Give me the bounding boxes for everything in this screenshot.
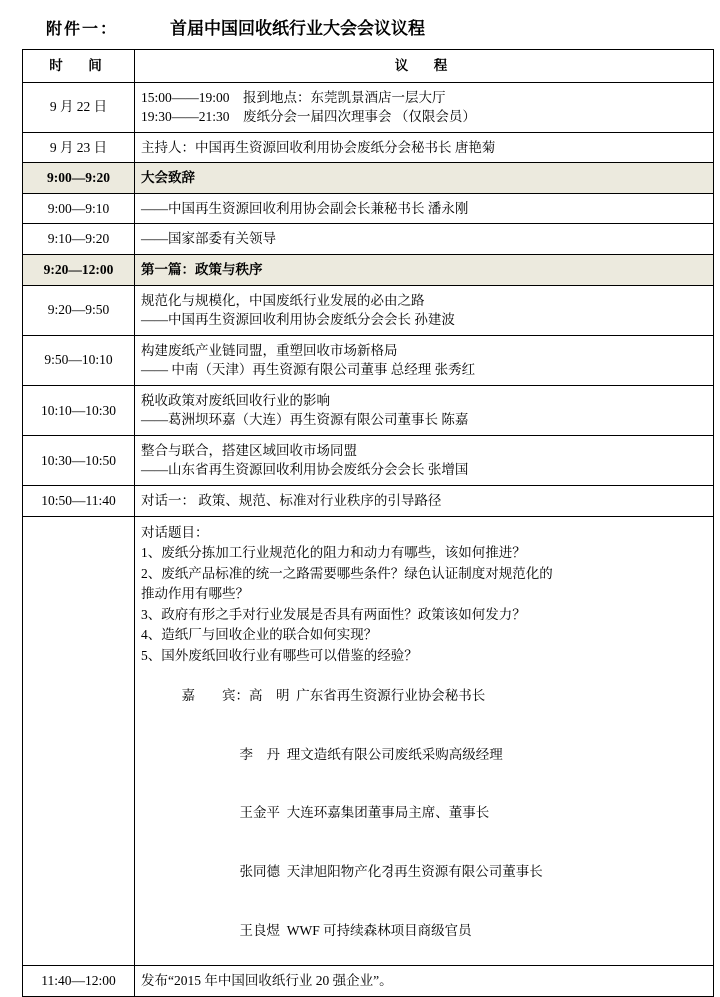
guest-name: 高 明: [249, 688, 290, 704]
row-line: ——山东省再生资源回收利用协会废纸分会会长 张增国: [141, 462, 469, 478]
row-time: 9:00—9:10: [23, 193, 135, 224]
table-row: [23, 285, 714, 335]
header-agenda: 议 程: [135, 50, 714, 83]
guest-affiliation: WWF 可持续森林项目商级官员: [286, 922, 472, 938]
row-content: 发布“2015 年中国回收纸行业 20 强企业”。: [135, 965, 714, 996]
row-time: 9:20—9:50: [23, 285, 135, 335]
table-row-section: [23, 254, 714, 285]
row-time: 11:40—12:00: [23, 965, 135, 996]
row-time: 9:10—9:20: [23, 224, 135, 255]
table-row: [23, 486, 714, 517]
guest-row: [141, 667, 707, 726]
page-title: 首届中国回收纸行业大会会议议程: [170, 19, 426, 38]
guest-affiliation: 广东省再生资源行业协会秘书长: [296, 688, 486, 704]
table-row-dialogue: [23, 516, 714, 965]
row-time: 9 月 23 日: [23, 132, 135, 163]
dialogue-question: 5、国外废纸回收行业有哪些可以借鉴的经验？: [141, 647, 418, 663]
guest-label: 嘉 宾：: [181, 688, 249, 704]
table-header-row: [23, 50, 714, 83]
row-line: —— 中南（天津）再生资源有限公司董事 总经理 张秀红: [141, 362, 476, 378]
row-content: 第一篇：政策与秩序: [135, 254, 714, 285]
dialogue-content: [135, 516, 714, 965]
header-time: 时 间: [23, 50, 135, 83]
row-content: [135, 335, 714, 385]
row-content: [135, 435, 714, 485]
dialogue-question: 2、废纸产品标准的统一之路需要哪些条件？绿色认证制度对规范化的: [141, 565, 553, 581]
row-line: 19:30——21:30 废纸分会一届四次理事会 （仅限会员）: [141, 109, 476, 125]
dialogue-question: 1、废纸分拣加工行业规范化的阻力和动力有哪些，该如何推进？: [141, 545, 526, 561]
row-time: 10:30—10:50: [23, 435, 135, 485]
guest-affiliation: 天津旭阳物产化경再生资源有限公司董事长: [286, 864, 543, 880]
dialogue-question: 4、造纸厂与回收企业的联合如何实现？: [141, 627, 378, 643]
row-content: ——国家部委有关领导: [135, 224, 714, 255]
guest-name: 张同德: [239, 864, 280, 880]
table-row-section: [23, 163, 714, 194]
row-time: 9:20—12:00: [23, 254, 135, 285]
row-content: [135, 385, 714, 435]
table-row: [23, 132, 714, 163]
document-header: [0, 0, 720, 49]
guest-affiliation: 大连环嘉集团董事局主席、董事长: [286, 805, 490, 821]
dialogue-heading: 对话题目：: [141, 524, 209, 540]
table-row: [23, 82, 714, 132]
attachment-label: 附件一：: [46, 21, 119, 38]
table-row: [23, 385, 714, 435]
row-line: ——葛洲坝环嘉（大连）再生资源有限公司董事长 陈嘉: [141, 412, 469, 428]
row-line: 构建废纸产业链同盟，重塑回收市场新格局: [141, 342, 398, 358]
agenda-table-body: [23, 50, 714, 997]
row-line: 规范化与规模化，中国废纸行业发展的必由之路: [141, 292, 425, 308]
row-line: 整合与联合，搭建区域回收市场同盟: [141, 442, 357, 458]
table-row: [23, 435, 714, 485]
row-content: ——中国再生资源回收利用协会副会长兼秘书长 潘永刚: [135, 193, 714, 224]
guest-row: [141, 901, 707, 960]
row-line: 主持人：中国再生资源回收利用协会废纸分会秘书长 唐艳菊: [141, 139, 496, 155]
row-time: 9:50—10:10: [23, 335, 135, 385]
guest-row: [141, 784, 707, 843]
guest-name: 王金平: [239, 805, 280, 821]
dialogue-question: 推动作用有哪些？: [141, 586, 249, 602]
guest-row: [141, 843, 707, 902]
row-time: 9 月 22 日: [23, 82, 135, 132]
row-content: [135, 285, 714, 335]
row-line: 15:00——19:00 报到地点：东莞凯景酒店一层大厅: [141, 89, 446, 105]
row-content: 大会致辞: [135, 163, 714, 194]
row-time: 10:10—10:30: [23, 385, 135, 435]
row-time: 9:00—9:20: [23, 163, 135, 194]
dialogue-question: 3、政府有形之手对行业发展是否具有两面性？政策该如何发力？: [141, 606, 526, 622]
row-content: [135, 132, 714, 163]
row-line: ——中国再生资源回收利用协会废纸分会会长 孙建波: [141, 312, 455, 328]
table-row: [23, 193, 714, 224]
table-row: [23, 224, 714, 255]
table-row: [23, 335, 714, 385]
row-line: 税收政策对废纸回收行业的影响: [141, 392, 330, 408]
guest-name: 王良煜: [239, 922, 280, 938]
guest-affiliation: 理文造纸有限公司废纸采购高级经理: [286, 746, 503, 762]
guest-name: 李 丹: [239, 746, 280, 762]
table-row: [23, 965, 714, 996]
row-time: [23, 516, 135, 965]
row-time: 10:50—11:40: [23, 486, 135, 517]
row-content: [135, 82, 714, 132]
agenda-table: [22, 49, 714, 997]
guest-row: [141, 725, 707, 784]
row-content: 对话一： 政策、规范、标准对行业秩序的引导路径: [135, 486, 714, 517]
